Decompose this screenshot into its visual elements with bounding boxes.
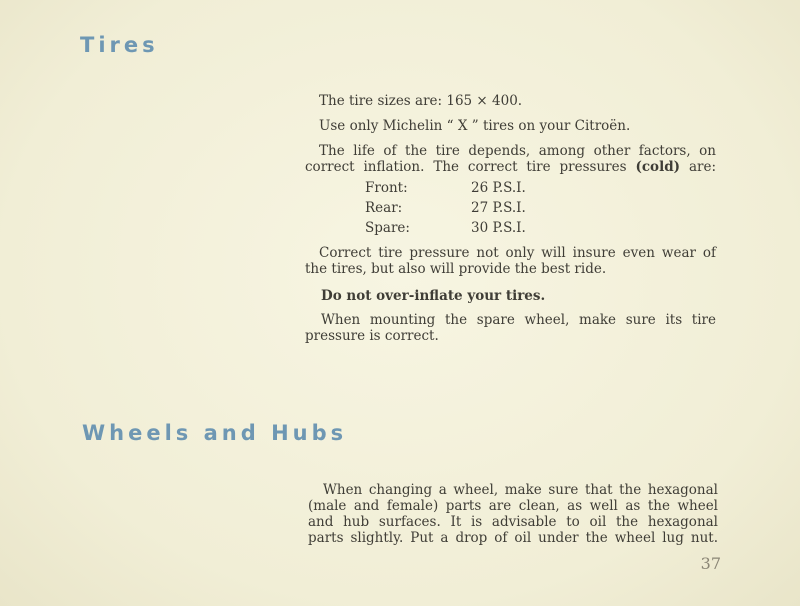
tire-life-line-2-post: are: [688,159,716,175]
wheels-line-1: When changing a wheel, make sure that the hexagonal [323,482,718,498]
pressure-label: Front: [365,180,408,196]
pressure-value: 26 P.S.I. [471,180,526,196]
correct-pressure-line-1: Correct tire pressure not only will insure even wear of [319,245,716,261]
pressure-label: Spare: [365,220,410,236]
wheels-line-2: (male and female) parts are clean, as well as the wheel [308,498,718,514]
wheels-line-4: parts slightly. Put a drop of oil under the wheel lug nut. [308,530,718,546]
mounting-line-2: pressure is correct. [305,328,439,344]
pressure-value: 27 P.S.I. [471,200,526,216]
mounting-line-1: When mounting the spare wheel, make sure its tire [321,312,716,328]
correct-pressure-line-2: the tires, but also will provide the best ride. [305,261,607,277]
cold-label: (cold) [635,159,681,175]
michelin-text: Use only Michelin “ X ” tires on your Citroën. [319,118,631,134]
tires-heading: Tires [80,33,159,57]
wheels-line-3: and hub surfaces. It is advisable to oil the hexagonal [308,514,718,530]
pressure-value: 30 P.S.I. [471,220,526,236]
tire-life-line-2-pre: correct inflation. The correct tire pressures [305,159,627,175]
wheels-hubs-heading: Wheels and Hubs [82,421,348,445]
tire-sizes-text: The tire sizes are: 165 × 400. [319,93,523,109]
tire-life-line-2 [305,159,716,175]
tire-life-line-1: The life of the tire depends, among other factors, on [319,143,716,159]
pressure-label: Rear: [365,200,403,216]
over-inflate-warning: Do not over-inflate your tires. [321,288,546,304]
page-number: 37 [700,554,721,573]
